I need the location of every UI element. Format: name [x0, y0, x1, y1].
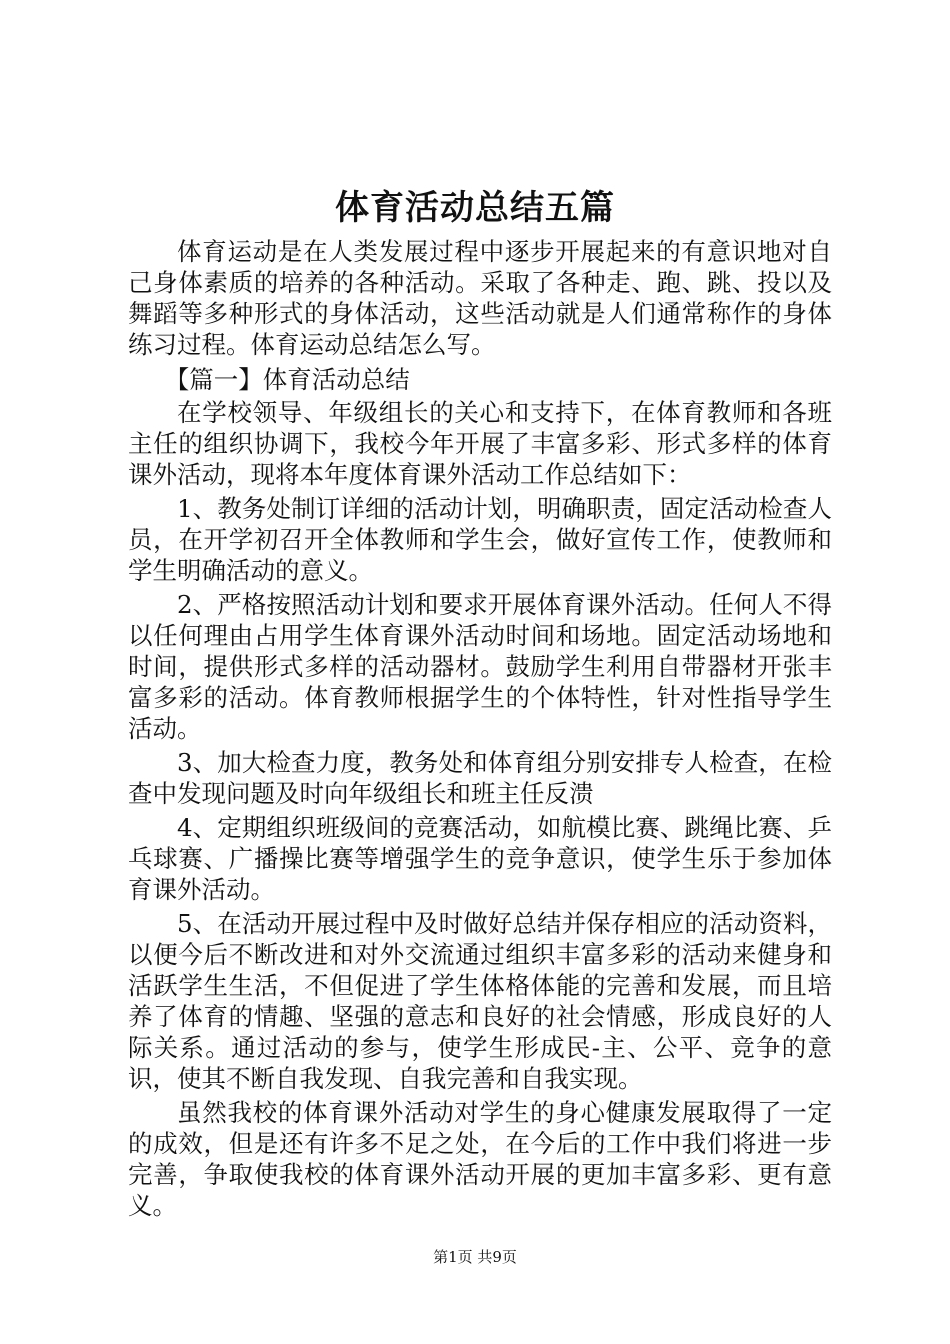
section-heading: 【篇一】体育活动总结 [164, 365, 410, 394]
list-item-4: 4、定期组织班级间的竞赛活动，如航模比赛、跳绳比赛、乒乓球赛、广播操比赛等增强学生的竞争意识，使学生乐于参加体育课外活动。 [128, 813, 832, 904]
intro-paragraph: 体育运动是在人类发展过程中逐步开展起来的有意识地对自己身体素质的培养的各种活动。采取了各种走、跑、跳、投以及舞蹈等多种形式的身体活动，这些活动就是人们通常称作的身体练习过程。体育运动总结怎么写。 [128, 237, 832, 359]
list-item-2: 2、严格按照活动计划和要求开展体育课外活动。任何人不得以任何理由占用学生体育课外活动时间和场地。固定活动场地和时间，提供形式多样的活动器材。鼓励学生利用自带器材开张丰富多彩的活动。体育教师根据学生的个体特性，针对性指导学生活动。 [128, 590, 832, 743]
page-number-footer: 第1页 共9页 [433, 1248, 517, 1266]
list-item-3: 3、加大检查力度，教务处和体育组分别安排专人检查，在检查中发现问题及时向年级组长和班主任反溃 [128, 748, 832, 808]
closing-paragraph: 虽然我校的体育课外活动对学生的身心健康发展取得了一定的成效，但是还有许多不足之处，在今后的工作中我们将进一步完善，争取使我校的体育课外活动开展的更加丰富多彩、更有意义。 [128, 1098, 832, 1220]
section-intro-paragraph: 在学校领导、年级组长的关心和支持下，在体育教师和各班主任的组织协调下，我校今年开展了丰富多彩、形式多样的体育课外活动，现将本年度体育课外活动工作总结如下： [128, 398, 832, 489]
document-body [128, 236, 832, 1224]
list-item-5: 5、在活动开展过程中及时做好总结并保存相应的活动资料，以便今后不断改进和对外交流通过组织丰富多彩的活动来健身和活跃学生生活，不但促进了学生体格体能的完善和发展，而且培养了体育的情趣、坚强的意志和良好的社会情感，形成良好的人际关系。通过活动的参与，使学生形成民-主、公平、竞争的意识，使其不断自我发现、自我完善和自我实现。 [128, 909, 832, 1093]
document-title: 体育活动总结五篇 [335, 188, 615, 228]
list-item-1: 1、教务处制订详细的活动计划，明确职责，固定活动检查人员，在开学初召开全体教师和学生会，做好宣传工作，使教师和学生明确活动的意义。 [128, 494, 832, 585]
